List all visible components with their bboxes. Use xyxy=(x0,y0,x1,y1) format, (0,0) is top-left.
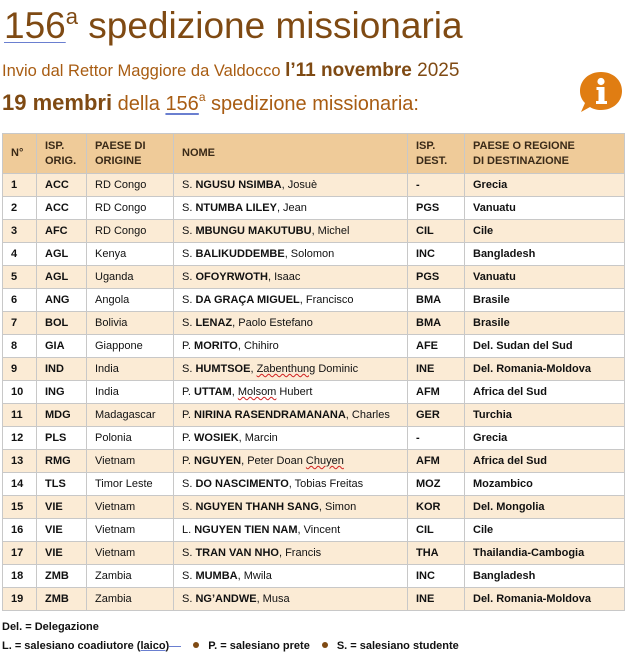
table-row xyxy=(3,266,625,289)
row-origin-province: TLS xyxy=(37,473,87,496)
row-name xyxy=(174,473,408,496)
row-name xyxy=(174,519,408,542)
row-origin-country: Vietnam xyxy=(87,450,174,473)
row-destination: Cile xyxy=(465,220,625,243)
col-header-name xyxy=(174,134,408,174)
row-name-surname: BALIKUDDEMBE xyxy=(195,248,285,260)
row-name-given: , Vincent xyxy=(297,524,341,536)
row-destination: Del. Mongolia xyxy=(465,496,625,519)
dispatch-line xyxy=(2,60,459,82)
table-row xyxy=(3,335,625,358)
members-table xyxy=(2,133,625,611)
page-title xyxy=(4,4,463,48)
dispatch-date-bold: l’11 novembre xyxy=(285,60,412,81)
members-heading xyxy=(2,90,419,116)
row-origin-country: Vietnam xyxy=(87,519,174,542)
spellcheck-mark: Chuyen xyxy=(305,455,344,467)
table-row xyxy=(3,565,625,588)
row-origin-province: ING xyxy=(37,381,87,404)
row-origin-country: RD Congo xyxy=(87,197,174,220)
row-name-given: , Isaac xyxy=(267,271,301,283)
row-destination: Del. Romania-Moldova xyxy=(465,588,625,611)
row-name xyxy=(174,174,408,197)
bullet-icon xyxy=(193,642,199,648)
row-name-given: , Jean xyxy=(276,202,307,214)
col-header-dest-province-text: ISP. DEST. xyxy=(416,139,448,167)
row-name xyxy=(174,266,408,289)
row-name-title: S. xyxy=(182,294,196,306)
row-origin-country: Uganda xyxy=(87,266,174,289)
row-name xyxy=(174,197,408,220)
row-dest-province: GER xyxy=(408,404,465,427)
table-row xyxy=(3,473,625,496)
row-dest-province: INE xyxy=(408,588,465,611)
row-destination: Mozambico xyxy=(465,473,625,496)
col-header-destination xyxy=(465,134,625,174)
row-origin-country: RD Congo xyxy=(87,174,174,197)
row-number: 7 xyxy=(3,312,37,335)
dispatch-text: Invio dal Rettor Maggiore da Valdocco xyxy=(2,62,286,80)
row-origin-country: Zambia xyxy=(87,588,174,611)
members-pre: della xyxy=(112,93,166,115)
row-name xyxy=(174,496,408,519)
row-name-title: P. xyxy=(182,455,195,467)
row-destination: Thailandia-Cambogia xyxy=(465,542,625,565)
row-name-title: S. xyxy=(182,202,196,214)
row-name xyxy=(174,565,408,588)
row-dest-province: INC xyxy=(408,565,465,588)
row-dest-province: THA xyxy=(408,542,465,565)
table-row xyxy=(3,427,625,450)
row-origin-country: Zambia xyxy=(87,565,174,588)
members-count: 19 membri xyxy=(2,90,113,115)
row-number: 14 xyxy=(3,473,37,496)
row-name-surname: UTTAM xyxy=(194,386,232,398)
table-row xyxy=(3,542,625,565)
row-name-surname: OFOYRWOTH xyxy=(195,271,268,283)
row-name xyxy=(174,427,408,450)
row-destination: Africa del Sud xyxy=(465,450,625,473)
row-number: 6 xyxy=(3,289,37,312)
legend-underline xyxy=(169,646,181,647)
dispatch-date xyxy=(285,60,459,81)
row-origin-province: RMG xyxy=(37,450,87,473)
row-destination: Grecia xyxy=(465,427,625,450)
row-name-given: , Simon xyxy=(318,501,357,513)
row-destination: Vanuatu xyxy=(465,197,625,220)
row-dest-province: PGS xyxy=(408,197,465,220)
title-text: spedizione missionaria xyxy=(77,5,463,46)
row-name-title: S. xyxy=(182,570,196,582)
row-number: 12 xyxy=(3,427,37,450)
row-name xyxy=(174,289,408,312)
row-name xyxy=(174,381,408,404)
row-name-given: , Josuè xyxy=(281,179,318,191)
table-row xyxy=(3,289,625,312)
row-name-given: , Francis xyxy=(278,547,322,559)
row-name-surname: MORITO xyxy=(194,340,238,352)
row-name-title: P. xyxy=(182,432,195,444)
row-number: 11 xyxy=(3,404,37,427)
legend-delegation: Del. = Delegazione xyxy=(2,621,99,633)
row-dest-province: KOR xyxy=(408,496,465,519)
row-name-title: S. xyxy=(182,225,196,237)
row-origin-province: ZMB xyxy=(37,565,87,588)
row-name-given: , Paolo Estefano xyxy=(232,317,313,329)
members-superscript: a xyxy=(198,90,206,104)
row-name-given: , Chihiro xyxy=(237,340,279,352)
row-origin-country: Bolivia xyxy=(87,312,174,335)
row-name-title: S. xyxy=(182,501,196,513)
table-row xyxy=(3,496,625,519)
legend-l-post: ) xyxy=(165,640,170,652)
row-number: 18 xyxy=(3,565,37,588)
row-dest-province: CIL xyxy=(408,519,465,542)
row-name xyxy=(174,450,408,473)
members-number: 156 xyxy=(165,93,199,115)
bullet-icon xyxy=(322,642,328,648)
row-dest-province: INC xyxy=(408,243,465,266)
col-header-number-text: N° xyxy=(11,147,24,159)
row-origin-country: Vietnam xyxy=(87,496,174,519)
row-number: 10 xyxy=(3,381,37,404)
row-name xyxy=(174,542,408,565)
table-row xyxy=(3,220,625,243)
row-name-surname: DO NASCIMENTO xyxy=(195,478,289,490)
row-destination: Brasile xyxy=(465,289,625,312)
row-number: 13 xyxy=(3,450,37,473)
row-name xyxy=(174,404,408,427)
row-name-given: , Solomon xyxy=(284,248,335,260)
row-origin-country: Giappone xyxy=(87,335,174,358)
row-origin-province: BOL xyxy=(37,312,87,335)
row-name-title: P. xyxy=(182,386,195,398)
row-number: 2 xyxy=(3,197,37,220)
row-origin-province: ANG xyxy=(37,289,87,312)
row-name-surname: NGUSU NSIMBA xyxy=(195,179,282,191)
col-header-origin-province xyxy=(37,134,87,174)
row-dest-province: MOZ xyxy=(408,473,465,496)
legend-l-pre: L. = salesiano coadiutore ( xyxy=(2,640,141,652)
row-name-title: L. xyxy=(182,524,195,536)
row-number: 5 xyxy=(3,266,37,289)
row-name-given: , Charles xyxy=(345,409,390,421)
row-name-surname: NGUYEN xyxy=(194,455,242,467)
row-name xyxy=(174,243,408,266)
row-origin-province: AGL xyxy=(37,243,87,266)
row-name-title: S. xyxy=(182,478,196,490)
row-number: 17 xyxy=(3,542,37,565)
table-row xyxy=(3,174,625,197)
table-row xyxy=(3,312,625,335)
row-destination: Cile xyxy=(465,519,625,542)
row-name-title: S. xyxy=(182,363,196,375)
row-number: 3 xyxy=(3,220,37,243)
row-destination: Brasile xyxy=(465,312,625,335)
row-destination: Africa del Sud xyxy=(465,381,625,404)
row-origin-country: Angola xyxy=(87,289,174,312)
row-name-given: , Francisco xyxy=(299,294,354,306)
table-row xyxy=(3,519,625,542)
row-number: 8 xyxy=(3,335,37,358)
legend-p: P. = salesiano prete xyxy=(208,640,310,652)
row-dest-province: PGS xyxy=(408,266,465,289)
row-name-surname: WOSIEK xyxy=(194,432,239,444)
title-number: 156 xyxy=(4,5,66,46)
row-name-title: S. xyxy=(182,593,196,605)
row-name-given: , Michel xyxy=(311,225,350,237)
table-header-row xyxy=(3,134,625,174)
row-name-surname: MBUNGU MAKUTUBU xyxy=(195,225,312,237)
row-dest-province: BMA xyxy=(408,289,465,312)
legend-titles xyxy=(2,640,459,652)
row-name-title: S. xyxy=(182,547,196,559)
row-name-title: P. xyxy=(182,409,195,421)
row-name-surname: DA GRAÇA MIGUEL xyxy=(195,294,300,306)
row-name xyxy=(174,588,408,611)
row-dest-province: AFM xyxy=(408,450,465,473)
row-name-title: S. xyxy=(182,248,196,260)
row-dest-province: AFM xyxy=(408,381,465,404)
spellcheck-mark: Molsom xyxy=(237,386,277,398)
row-name-title: S. xyxy=(182,271,196,283)
row-dest-province: INE xyxy=(408,358,465,381)
row-destination: Bangladesh xyxy=(465,565,625,588)
table-row xyxy=(3,450,625,473)
row-origin-province: VIE xyxy=(37,542,87,565)
row-name-surname: TRAN VAN NHO xyxy=(195,547,279,559)
row-name-surname: NGUYEN TIEN NAM xyxy=(194,524,298,536)
row-name-given: , Marcin xyxy=(238,432,278,444)
row-name xyxy=(174,335,408,358)
row-origin-province: ACC xyxy=(37,197,87,220)
table-row xyxy=(3,381,625,404)
row-origin-province: MDG xyxy=(37,404,87,427)
row-origin-country: Timor Leste xyxy=(87,473,174,496)
col-header-number xyxy=(3,134,37,174)
row-name-surname: NGUYEN THANH SANG xyxy=(195,501,319,513)
row-name xyxy=(174,312,408,335)
row-destination: Vanuatu xyxy=(465,266,625,289)
table-row xyxy=(3,588,625,611)
members-post: spedizione missionaria: xyxy=(205,93,419,115)
row-dest-province: CIL xyxy=(408,220,465,243)
row-dest-province: - xyxy=(408,427,465,450)
row-name-title: S. xyxy=(182,317,196,329)
row-origin-province: AGL xyxy=(37,266,87,289)
row-dest-province: BMA xyxy=(408,312,465,335)
row-origin-country: Madagascar xyxy=(87,404,174,427)
row-origin-province: VIE xyxy=(37,496,87,519)
row-name xyxy=(174,220,408,243)
col-header-dest-province xyxy=(408,134,465,174)
row-name-given: , Zabenthung Dominic xyxy=(250,363,359,375)
row-name-title: P. xyxy=(182,340,195,352)
table-row xyxy=(3,243,625,266)
row-name-surname: LENAZ xyxy=(195,317,233,329)
row-dest-province: AFE xyxy=(408,335,465,358)
dispatch-year: 2025 xyxy=(411,60,460,81)
row-name-given: , Mwila xyxy=(237,570,272,582)
row-name xyxy=(174,358,408,381)
row-origin-country: Kenya xyxy=(87,243,174,266)
title-superscript: a xyxy=(65,4,78,29)
row-number: 1 xyxy=(3,174,37,197)
legend-l-laico: laico xyxy=(140,640,166,652)
row-origin-province: PLS xyxy=(37,427,87,450)
row-name-surname: NTUMBA LILEY xyxy=(195,202,277,214)
row-name-surname: MUMBA xyxy=(195,570,238,582)
row-dest-province: - xyxy=(408,174,465,197)
row-origin-province: ZMB xyxy=(37,588,87,611)
row-number: 19 xyxy=(3,588,37,611)
row-name-surname: NG’ANDWE xyxy=(195,593,257,605)
row-destination: Del. Sudan del Sud xyxy=(465,335,625,358)
row-name-given: , Peter Doan Chuyen xyxy=(241,455,344,467)
members-rest xyxy=(112,90,419,115)
row-destination: Grecia xyxy=(465,174,625,197)
row-origin-province: GIA xyxy=(37,335,87,358)
row-origin-province: VIE xyxy=(37,519,87,542)
table-row xyxy=(3,358,625,381)
row-origin-province: ACC xyxy=(37,174,87,197)
row-name-surname: HUMTSOE xyxy=(195,363,251,375)
row-origin-country: India xyxy=(87,358,174,381)
info-icon xyxy=(578,70,624,114)
col-header-origin-country-text: PAESE DI ORIGINE xyxy=(95,139,146,167)
row-origin-country: RD Congo xyxy=(87,220,174,243)
row-destination: Turchia xyxy=(465,404,625,427)
row-name-given: , Molsom Hubert xyxy=(231,386,313,398)
row-name-surname: NIRINA RASENDRAMANANA xyxy=(194,409,346,421)
row-origin-province: AFC xyxy=(37,220,87,243)
row-origin-country: Vietnam xyxy=(87,542,174,565)
row-number: 9 xyxy=(3,358,37,381)
row-name-given: , Tobias Freitas xyxy=(288,478,364,490)
table-row xyxy=(3,197,625,220)
row-destination: Del. Romania-Moldova xyxy=(465,358,625,381)
row-origin-country: Polonia xyxy=(87,427,174,450)
row-name-given: , Musa xyxy=(256,593,290,605)
col-header-origin-country xyxy=(87,134,174,174)
col-header-destination-text: PAESE O REGIONE DI DESTINAZIONE xyxy=(473,139,575,167)
legend-s: S. = salesiano studente xyxy=(336,640,459,652)
row-number: 15 xyxy=(3,496,37,519)
col-header-name-text: NOME xyxy=(182,147,215,159)
table-row xyxy=(3,404,625,427)
row-number: 4 xyxy=(3,243,37,266)
row-origin-province: IND xyxy=(37,358,87,381)
spellcheck-mark: Zabenthung xyxy=(256,363,316,375)
row-origin-country: India xyxy=(87,381,174,404)
row-name-title: S. xyxy=(182,179,196,191)
row-destination: Bangladesh xyxy=(465,243,625,266)
col-header-origin-province-text: ISP. ORIG. xyxy=(45,139,77,167)
row-number: 16 xyxy=(3,519,37,542)
